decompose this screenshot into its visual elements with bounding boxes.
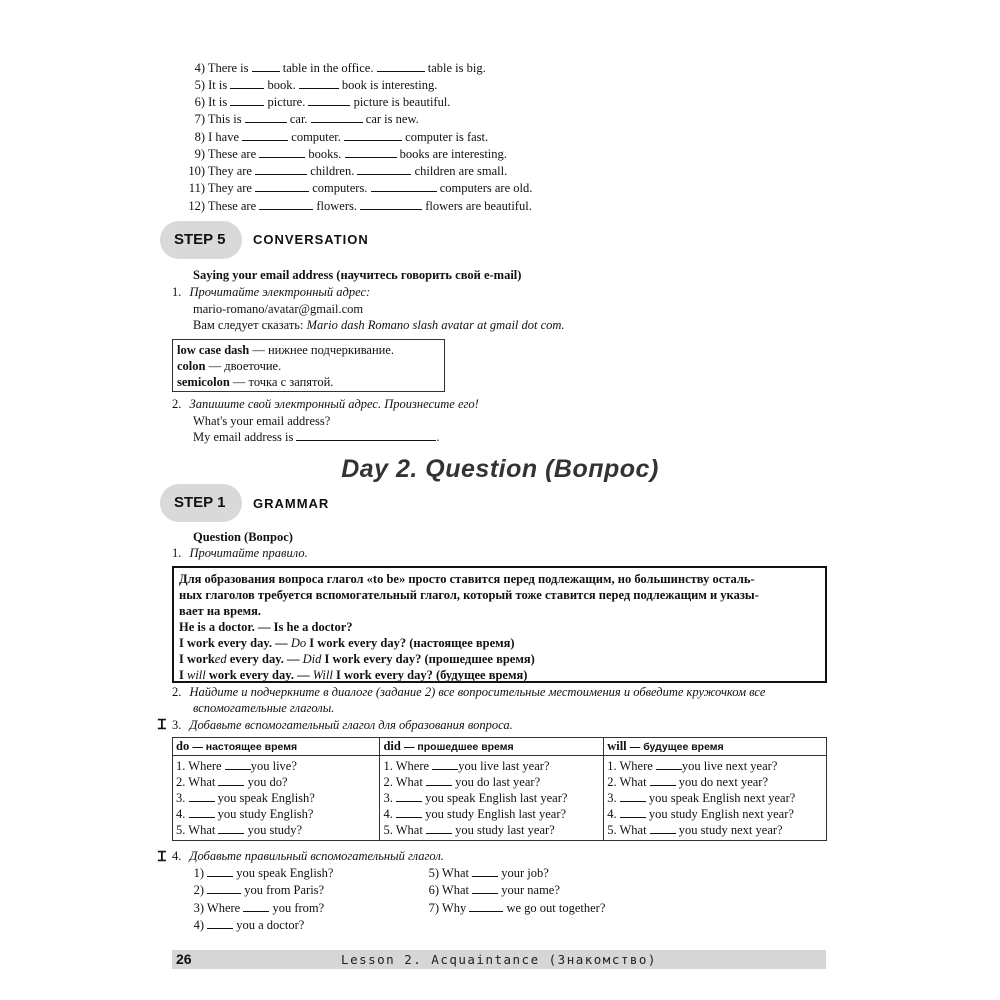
- answer-blank[interactable]: [225, 758, 251, 770]
- answer-blank[interactable]: [472, 882, 498, 894]
- column-header-do: do — настоящее время: [173, 738, 380, 756]
- answer-blank[interactable]: [345, 146, 397, 158]
- answer-blank[interactable]: [230, 77, 264, 89]
- instruction-1: 1. Прочитайте правило.: [172, 546, 308, 560]
- rule-example: He is a doctor. — Is he a doctor?: [179, 620, 353, 634]
- answer-blank[interactable]: [218, 774, 244, 786]
- day-title: Day 2. Question (Вопрос): [341, 455, 659, 483]
- answer-blank[interactable]: [396, 806, 422, 818]
- question-line: What's your email address?: [193, 414, 331, 428]
- answer-blank[interactable]: [344, 129, 402, 141]
- auxiliary-verb-table: [172, 737, 827, 841]
- say-line: Вам следует сказать: Mario dash Romano slash avatar at gmail dot com.: [193, 318, 565, 332]
- glossary-item: semicolon — точка с запятой.: [177, 375, 334, 389]
- list-item: 5) It is book. book is interesting.: [194, 78, 438, 92]
- answer-blank[interactable]: [426, 822, 452, 834]
- table-cell: 4. you study English next year?: [604, 806, 827, 822]
- rule-example: I will work every day. — Will I work every day? (будущее время): [179, 668, 528, 682]
- answer-blank[interactable]: [207, 865, 233, 877]
- list-item: 9) These are books. books are interesting.: [194, 147, 507, 161]
- list-item: 1) you speak English?: [193, 866, 334, 880]
- table-cell: 1. Where you live last year?: [380, 756, 604, 775]
- answer-blank[interactable]: [620, 806, 646, 818]
- rule-example: I work every day. — Do I work every day? (настоящее время): [179, 636, 515, 650]
- answer-blank[interactable]: [656, 758, 682, 770]
- table-cell: 1. Where you live?: [173, 756, 380, 775]
- pencil-icon: Ɪ: [158, 717, 166, 733]
- list-item: 8) I have computer. computer is fast.: [194, 130, 489, 144]
- list-item: 4) There is table in the office. table is big.: [194, 61, 486, 75]
- list-item: 12) These are flowers. flowers are beautiful.: [188, 199, 532, 213]
- list-item: 5) What your job?: [428, 866, 549, 880]
- table-cell: 3. you speak English?: [173, 790, 380, 806]
- glossary-item: colon — двоеточие.: [177, 359, 282, 373]
- table-cell: 5. What you study next year?: [604, 822, 827, 841]
- answer-blank[interactable]: [432, 758, 458, 770]
- answer-blank[interactable]: [242, 129, 288, 141]
- table-row: [173, 774, 827, 790]
- list-item: 11) They are computers. computers are old.: [188, 181, 533, 195]
- answer-blank[interactable]: [230, 94, 264, 106]
- page-number: 26: [176, 951, 192, 967]
- answer-blank[interactable]: [255, 163, 307, 175]
- column-header-will: will — будущее время: [604, 738, 827, 756]
- pencil-icon: Ɪ: [158, 849, 166, 865]
- answer-blank[interactable]: [218, 822, 244, 834]
- list-item: 10) They are children. children are small.: [188, 164, 508, 178]
- instruction-4: 4. Добавьте правильный вспомогательный глагол.: [172, 849, 444, 863]
- answer-blank[interactable]: [426, 774, 452, 786]
- grammar-rule-box: Для образования вопроса глагол «to be» просто ставится перед подлежащим, но большинству осталь- ных глаголов требуется вспомогательный глагол, который тоже ставится перед подлежащим и указы- вает на время. He is a doctor. — Is he a doctor? I work every day. — Do I work every day? (настоящее время) I worked every day. — Did I work every day? (прошедшее время) I will work every day. — Will I work every day? (будущее время): [172, 566, 827, 683]
- table-row: [173, 822, 827, 841]
- table-cell: 5. What you study?: [173, 822, 380, 841]
- answer-blank[interactable]: [371, 180, 437, 192]
- table-cell: 4. you study English?: [173, 806, 380, 822]
- step5-badge: STEP 5: [160, 221, 242, 259]
- answer-blank[interactable]: [207, 917, 233, 929]
- answer-blank[interactable]: [650, 822, 676, 834]
- answer-blank[interactable]: [377, 60, 425, 72]
- section-heading: Question (Вопрос): [193, 530, 293, 544]
- step1-title: GRAMMAR: [253, 496, 330, 511]
- table-row: [173, 806, 827, 822]
- answer-blank[interactable]: [189, 806, 215, 818]
- answer-blank[interactable]: [472, 865, 498, 877]
- instruction-3: 3. Добавьте вспомогательный глагол для образования вопроса.: [172, 718, 513, 732]
- table-cell: 2. What you do?: [173, 774, 380, 790]
- answer-blank[interactable]: [245, 111, 287, 123]
- list-item: 2) you from Paris?: [193, 883, 325, 897]
- answer-blank[interactable]: [259, 146, 305, 158]
- list-item: 3) Where you from?: [193, 901, 325, 915]
- list-item: 6) It is picture. picture is beautiful.: [194, 95, 451, 109]
- instruction-2-cont: вспомогательные глаголы.: [193, 701, 335, 715]
- answer-blank[interactable]: [396, 790, 422, 802]
- table-cell: 5. What you study last year?: [380, 822, 604, 841]
- table-cell: 3. you speak English next year?: [604, 790, 827, 806]
- section-heading: Saying your email address (научитесь говорить свой e-mail): [193, 268, 522, 282]
- answer-blank[interactable]: [357, 163, 411, 175]
- instruction-1: 1. Прочитайте электронный адрес:: [172, 285, 371, 299]
- step5-title: CONVERSATION: [253, 232, 369, 247]
- answer-line: My email address is .: [193, 430, 440, 444]
- answer-blank[interactable]: [252, 60, 280, 72]
- list-item: 7) This is car. car is new.: [194, 112, 419, 126]
- list-item: 7) Why we go out together?: [428, 901, 606, 915]
- answer-blank[interactable]: [207, 882, 241, 894]
- table-cell: 3. you speak English last year?: [380, 790, 604, 806]
- answer-blank[interactable]: [299, 77, 339, 89]
- answer-blank[interactable]: [650, 774, 676, 786]
- list-item: 6) What your name?: [428, 883, 560, 897]
- answer-blank[interactable]: [620, 790, 646, 802]
- lesson-title: Lesson 2. Acquaintance (Знакомство): [341, 952, 657, 967]
- instruction-2: 2. Найдите и подчеркните в диалоге (задание 2) все вопросительные местоимения и обведите кружочком все: [172, 685, 766, 699]
- table-cell: 1. Where you live next year?: [604, 756, 827, 775]
- table-cell: 2. What you do last year?: [380, 774, 604, 790]
- step1-badge: STEP 1: [160, 484, 242, 522]
- email-answer-blank[interactable]: [296, 429, 436, 441]
- answer-blank[interactable]: [360, 198, 422, 210]
- answer-blank[interactable]: [259, 198, 313, 210]
- instruction-2: 2. Запишите свой электронный адрес. Произнесите его!: [172, 397, 479, 411]
- table-cell: 2. What you do next year?: [604, 774, 827, 790]
- rule-example: I worked every day. — Did I work every day? (прошедшее время): [179, 652, 535, 666]
- list-item: 4) you a doctor?: [193, 918, 305, 932]
- answer-blank[interactable]: [189, 790, 215, 802]
- answer-blank[interactable]: [308, 94, 350, 106]
- table-cell: 4. you study English last year?: [380, 806, 604, 822]
- glossary-item: low case dash — нижнее подчеркивание.: [177, 343, 395, 357]
- answer-blank[interactable]: [255, 180, 309, 192]
- answer-blank[interactable]: [469, 900, 503, 912]
- column-header-did: did — прошедшее время: [380, 738, 604, 756]
- answer-blank[interactable]: [311, 111, 363, 123]
- email-example: mario-romano/avatar@gmail.com: [193, 302, 364, 316]
- table-header-row: [173, 738, 827, 756]
- table-row: [173, 756, 827, 775]
- glossary-box: [172, 339, 445, 392]
- table-row: [173, 790, 827, 806]
- answer-blank[interactable]: [243, 900, 269, 912]
